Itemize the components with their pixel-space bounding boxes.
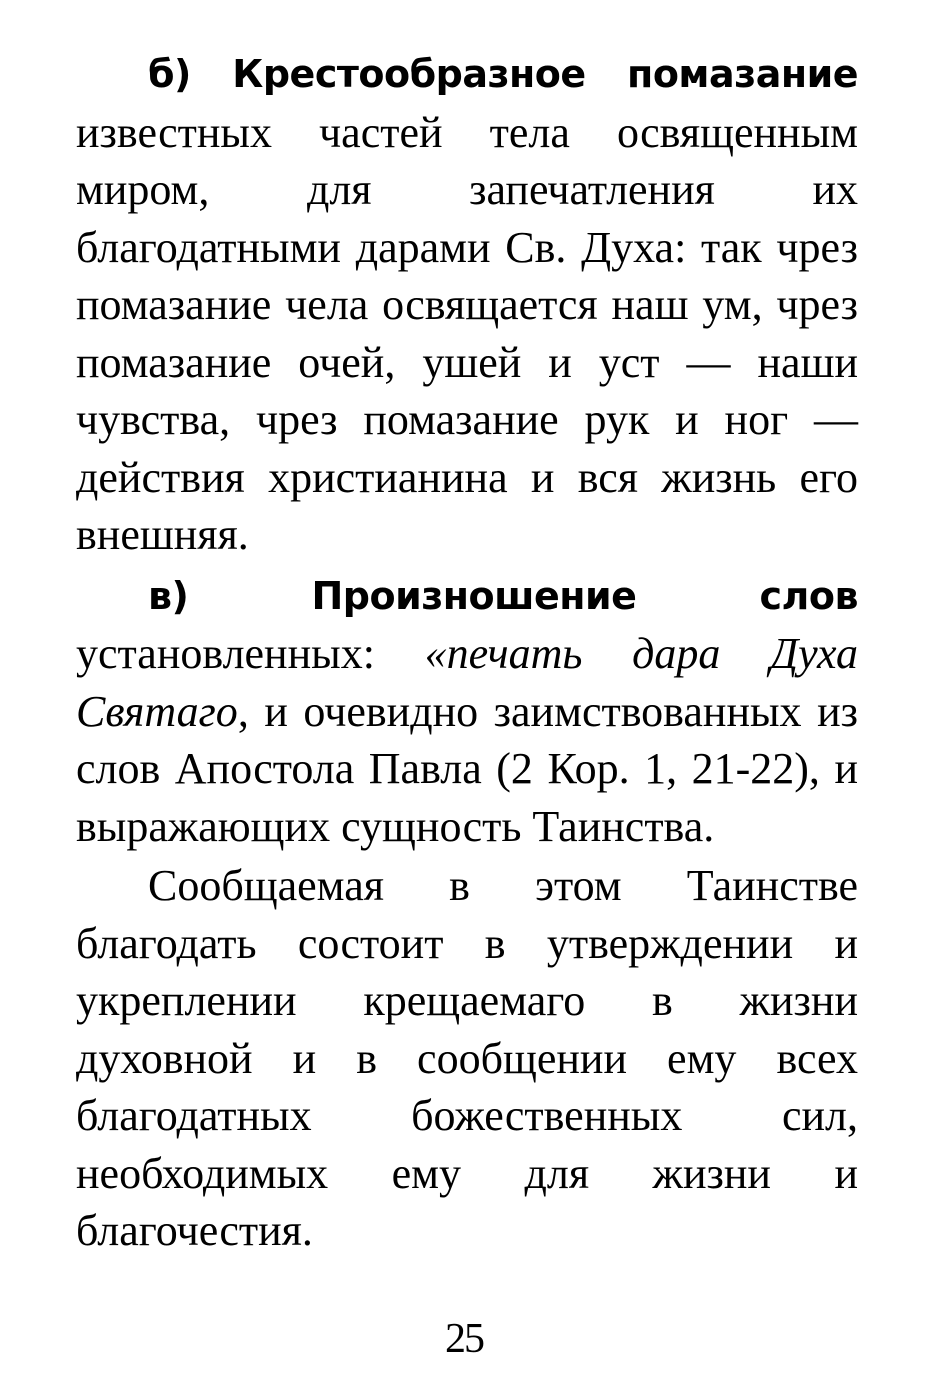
page-body [76,44,858,1262]
paragraph-text-grace: Сообщаемая в этом Таинстве благодать состоит в утверждении и укреплении крещаемаго в жизни духовной и в сообщении ему всех благодатных божественных сил, необходимых ему для жизни и благочестия. [76,861,858,1255]
paragraph-chrismation-anointing [76,44,858,564]
paragraph-text-anointing: известных частей тела освященным миром, для запечатления их благодатными дарами Св. Духа: так чрез помазание чела освящается наш ум, чрез помазание очей, ушей и уст — наши чувства, чрез помазание рук и ног — действия христианина и вся жизнь его внешняя. [76,107,858,559]
paragraph-heading-words: в) Произношение слов [148,573,858,618]
paragraph-heading-anointing: б) Крестообразное помазание [148,52,858,96]
page-number: 25 [445,1316,483,1362]
sacramental-formula-quote: «печать дара Духа Святаго [76,629,859,736]
paragraph-grace-conferred [76,857,858,1260]
paragraph-pronouncing-words [76,566,858,856]
paragraph-text-words-before: установленных: [76,629,425,678]
paragraph-text-words-after: , и очевидно заимствованных из слов Апостола Павла (2 Кор. 1, 21-22), и выражающих сущность Таинства. [76,686,858,851]
